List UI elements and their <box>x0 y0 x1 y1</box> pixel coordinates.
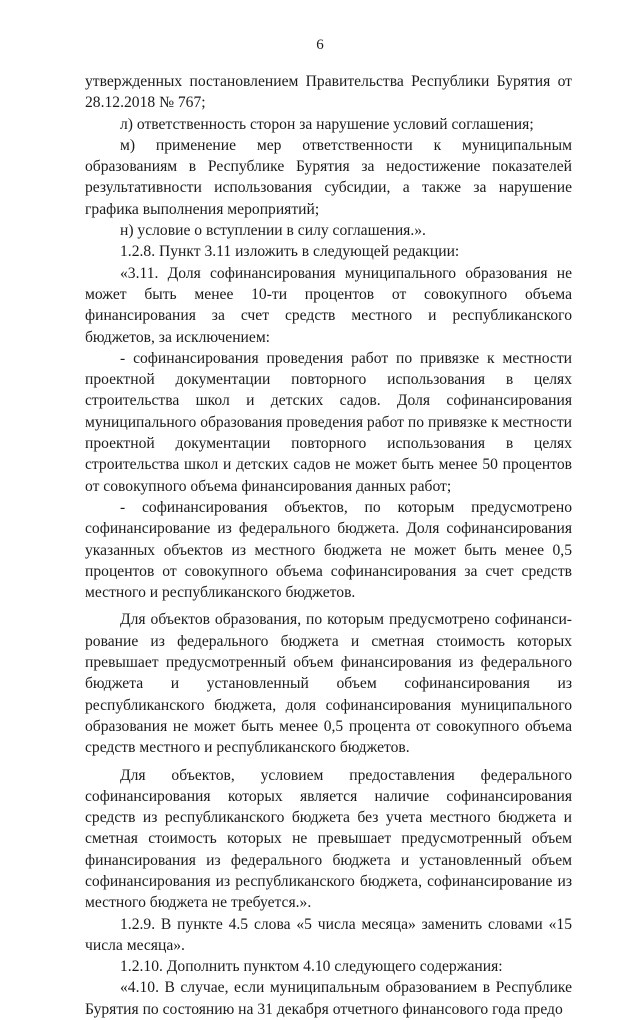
paragraph: Для объектов, условием предоставления федерального софинансирования которых является наличие софинансирования средств из республиканского бюджета без учета местного бюджета и сметная стоимость которых не превышает предусмотренный объем финансирования из федерального бюджета и установленный объем софинансирования из республиканского бюджета, софинансирование из местного бюджета не требуется.». <box>85 766 572 912</box>
paragraph: 1.2.9. В пункте 4.5 слова «5 числа месяца» заменить словами «15 числа месяца». <box>85 915 572 954</box>
paragraph: «4.10. В случае, если муниципальным образованием в Республике Бурятия по состоянию на 31 декабря отчетного финансового года предо <box>85 979 572 1018</box>
paragraph: - софинансирования проведения работ по привязке к местности проектной документации повторного использования в целях строительства школ и детских садов. Доля софинансирования муниципального образования проведения работ по привязке к местности проектной документации повторного использования в целях строительства школ и детских садов не может быть менее 50 процентов от совокупного объема финансирования данных работ; <box>85 349 572 495</box>
paragraph: н) условие о вступлении в силу соглашения.». <box>120 222 426 240</box>
paragraph: 1.2.8. Пункт 3.11 изложить в следующей редакции: <box>120 243 460 261</box>
paragraph: утвержденных постановлением Правительства Республики Бурятия от 28.12.2018 № 767; <box>85 73 572 112</box>
document-body <box>85 71 572 1020</box>
paragraph: - софинансирования объектов, по которым предусмотрено софинансирование из федерального бюджета. Доля софинансирования указанных объектов из местного бюджета не может быть менее 0,5 процентов от совокупного объема софинансирования за счет средств местного и республиканского бюджетов. <box>85 498 572 602</box>
paragraph: «3.11. Доля софинансирования муниципального образования не может быть менее 10-ти процентов от совокупного объема финансирования за счет средств местного и республиканского бюджетов, за исключением: <box>85 264 572 346</box>
page-number: 6 <box>316 37 324 53</box>
paragraph: 1.2.10. Дополнить пунктом 4.10 следующего содержания: <box>120 958 503 976</box>
paragraph: м) применение мер ответственности к муниципальным образованиям в Республике Бурятия за недостижение показателей результативности использования субсидии, а также за нарушение графика выполнения мероприятий; <box>85 136 572 218</box>
paragraph: л) ответственность сторон за нарушение условий соглашения; <box>120 115 534 133</box>
paragraph: Для объектов образования, по которым предусмотрено софинансирование из федерального бюджета и сметная стоимость которых превышает предусмотренный объем финансирования из федерального бюджета и установленный объем софинансирования из республиканского бюджета, доля софинансирования муниципального образования не может быть менее 0,5 процента от совокупного объема средств местного и республиканского бюджетов. <box>85 611 572 757</box>
